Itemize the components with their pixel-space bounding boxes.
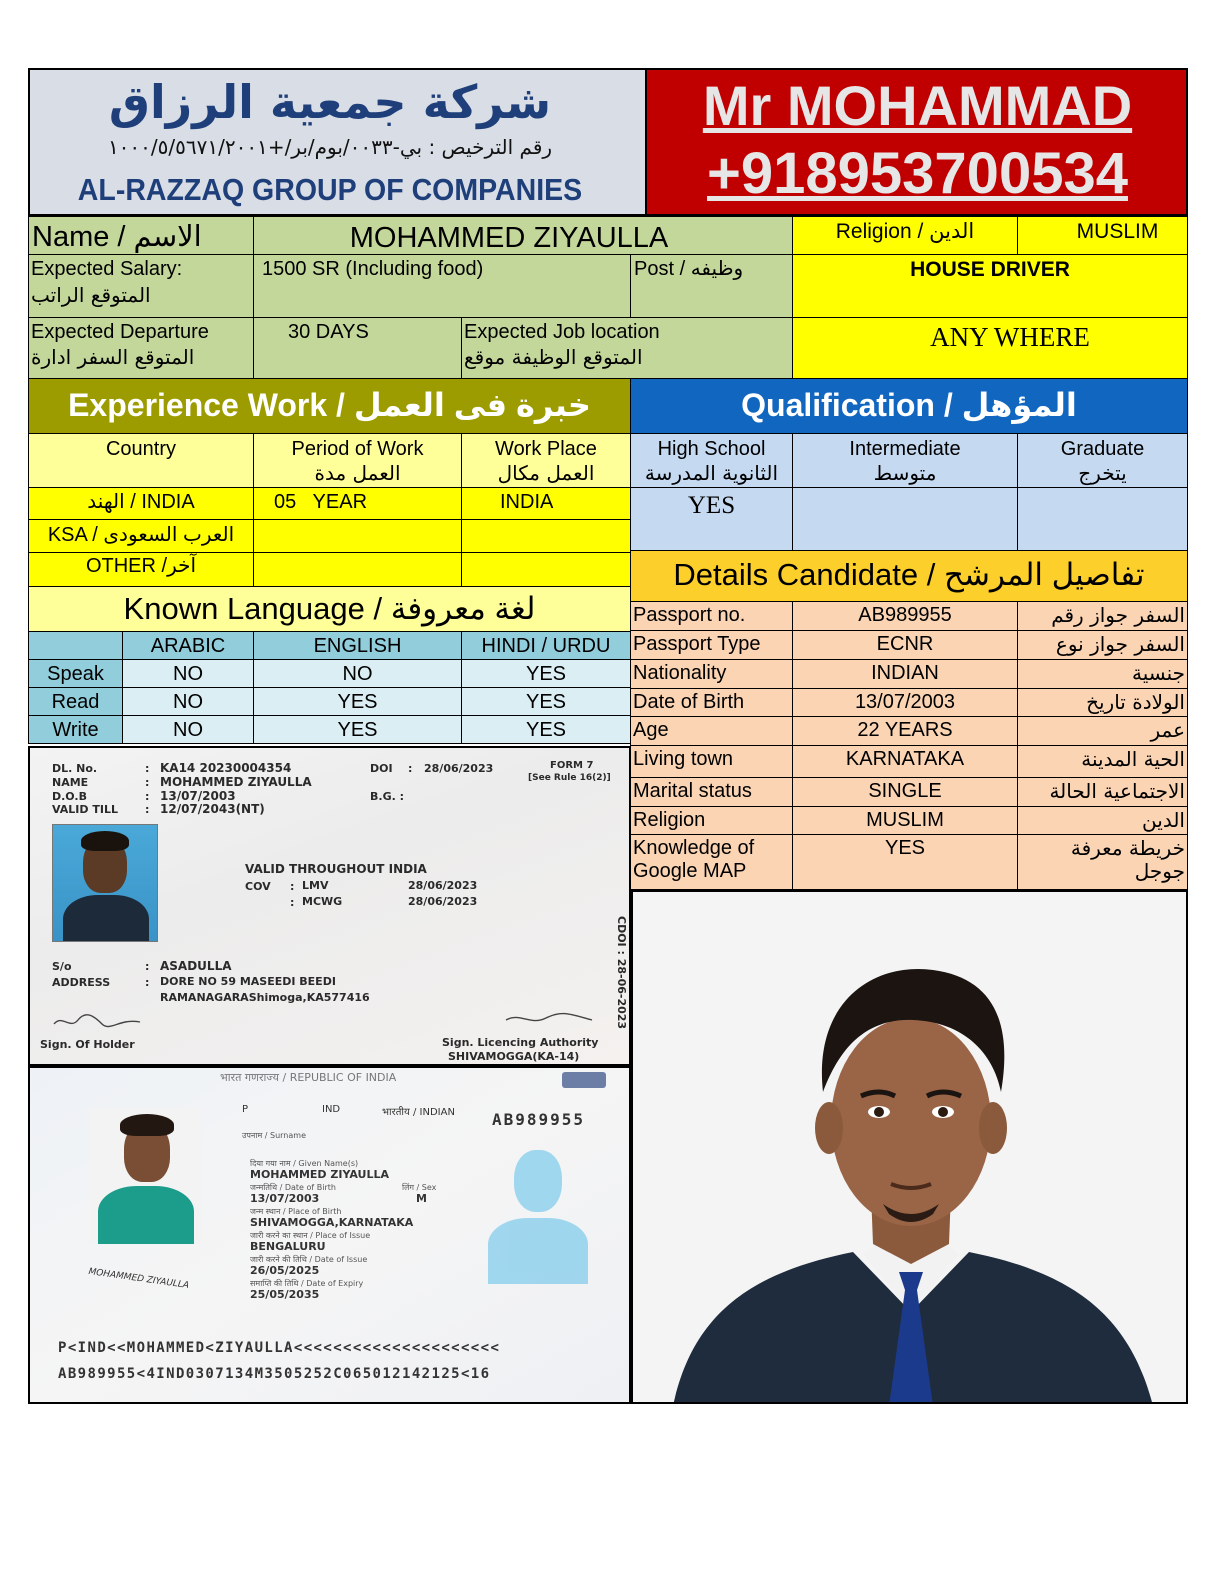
passport-country-code: IND bbox=[322, 1104, 341, 1115]
dl-holder-signature bbox=[50, 1010, 150, 1032]
detail-value: KARNATAKA bbox=[845, 748, 965, 770]
dl-addr-2: RAMANAGARAShimoga,KA577416 bbox=[160, 991, 370, 1004]
lang-speak-english: NO bbox=[342, 663, 373, 685]
details-title: Details Candidate / تفاصيل المرشح bbox=[673, 557, 1145, 592]
detail-ar: خريطة معرفة جوجل bbox=[1070, 836, 1185, 883]
candidate-photo bbox=[631, 890, 1188, 1404]
detail-ar: عمر bbox=[1150, 718, 1185, 742]
passport-signature: MOHAMMED ZIYAULLA bbox=[87, 1266, 190, 1292]
exp-row-1-period-cell bbox=[253, 519, 462, 553]
salary-label-ar: المتوقع الراتب bbox=[31, 283, 151, 307]
qual-high-value: YES bbox=[687, 492, 736, 519]
post-label: Post / وظيفه bbox=[634, 258, 744, 280]
lang-write-arabic: NO bbox=[173, 719, 203, 741]
detail-ar: الحية المدينة bbox=[1081, 747, 1185, 771]
lang-row-speak-label-cell bbox=[28, 659, 123, 688]
departure-label-en: Expected Departure bbox=[31, 321, 209, 343]
passport-mrz-2: AB989955<4IND0307134M3505252C065012142125<16 bbox=[58, 1366, 491, 1382]
exp-col-period-cell bbox=[253, 433, 462, 488]
lang-write-hindi-cell bbox=[461, 715, 631, 744]
lang-speak-hindi: YES bbox=[525, 663, 567, 685]
passport-pob: SHIVAMOGGA,KARNATAKA bbox=[250, 1216, 414, 1229]
experience-title-cell bbox=[28, 378, 631, 434]
dl-cov-2-date: 28/06/2023 bbox=[408, 895, 478, 908]
lang-speak-hindi-cell bbox=[461, 659, 631, 688]
exp-col-country: Country bbox=[105, 438, 177, 460]
passport-doe-label: समाप्ति की तिथि / Date of Expiry bbox=[250, 1279, 364, 1288]
dl-dob-label: D.O.B bbox=[52, 790, 87, 803]
lang-write-arabic-cell bbox=[122, 715, 254, 744]
passport-doi-label: जारी करने की तिथि / Date of Issue bbox=[250, 1255, 368, 1264]
lang-row-speak-label: Speak bbox=[47, 663, 104, 685]
qualification-title: Qualification / المؤهل bbox=[741, 387, 1077, 423]
exp-row-0-country: الهند / INDIA bbox=[87, 491, 195, 513]
dl-rule: [See Rule 16(2)] bbox=[528, 773, 611, 783]
detail-row-4-ar-cell bbox=[1017, 716, 1188, 746]
qualification-title-cell bbox=[630, 378, 1188, 434]
exp-col-period-en: Period of Work bbox=[291, 438, 424, 460]
lang-read-english: YES bbox=[337, 691, 378, 713]
dl-cov-2: MCWG bbox=[302, 895, 343, 908]
passport-country-header: भारत गणराज्य / REPUBLIC OF INDIA bbox=[220, 1071, 397, 1084]
dl-dob: 13/07/2003 bbox=[160, 789, 236, 803]
salary-value-cell bbox=[253, 254, 631, 318]
lang-row-write-label-cell bbox=[28, 715, 123, 744]
qual-col-grad-cell bbox=[1017, 433, 1188, 488]
dl-cov-label: COV bbox=[245, 880, 271, 893]
dl-valid-label: VALID TILL bbox=[52, 803, 118, 816]
passport-photo-body bbox=[98, 1186, 194, 1244]
qual-col-high-en: High School bbox=[657, 438, 766, 460]
ghost-body bbox=[488, 1218, 588, 1284]
detail-row-3-value-cell bbox=[792, 688, 1018, 717]
dl-cov-1-date: 28/06/2023 bbox=[408, 879, 478, 892]
dl-valid-india: VALID THROUGHOUT INDIA bbox=[245, 862, 427, 876]
lang-speak-arabic: NO bbox=[173, 663, 203, 685]
passport-doe: 25/05/2035 bbox=[250, 1288, 320, 1301]
dl-sign-auth: Sign. Licencing Authority bbox=[442, 1036, 599, 1049]
religion-label: Religion / الدين bbox=[835, 220, 975, 243]
detail-row-0-en-cell bbox=[630, 601, 793, 631]
exp-row-2-place-cell bbox=[461, 552, 631, 587]
passport-pob-label: जन्म स्थान / Place of Birth bbox=[250, 1207, 342, 1216]
departure-label-cell bbox=[28, 317, 254, 379]
detail-row-0-ar-cell bbox=[1017, 601, 1188, 631]
passport-image bbox=[28, 1066, 631, 1404]
detail-value: YES bbox=[884, 837, 926, 859]
detail-ar: جنسية bbox=[1132, 661, 1185, 685]
detail-en: Living town bbox=[633, 748, 734, 770]
detail-ar: الولادة تاريخ bbox=[1086, 690, 1185, 714]
lang-col-english: ENGLISH bbox=[313, 635, 402, 657]
language-title-cell bbox=[28, 586, 631, 632]
dl-photo-body bbox=[63, 895, 149, 942]
detail-row-4-value-cell bbox=[792, 716, 1018, 746]
detail-row-7-value-cell bbox=[792, 806, 1018, 835]
ghost-head bbox=[514, 1150, 562, 1212]
passport-poi-label: जारी करने का स्थान / Place of Issue bbox=[250, 1231, 371, 1240]
company-name: AL-RAZZAQ GROUP OF COMPANIES bbox=[77, 172, 583, 207]
exp-row-0-country-cell bbox=[28, 487, 254, 520]
detail-row-5-value-cell bbox=[792, 745, 1018, 778]
location-value-cell bbox=[792, 317, 1188, 379]
detail-ar: الدين bbox=[1142, 808, 1185, 832]
dl-colon-cov: : bbox=[290, 880, 295, 893]
detail-en: Knowledge of Google MAP bbox=[633, 837, 755, 882]
experience-title: Experience Work / خبرة فى العمل bbox=[68, 387, 591, 423]
dl-authority-signature bbox=[500, 1008, 600, 1030]
detail-value: 13/07/2003 bbox=[854, 691, 956, 713]
dl-colon-addr: : bbox=[145, 976, 150, 989]
religion-value-cell bbox=[1017, 216, 1188, 255]
lang-col-0-cell bbox=[122, 631, 254, 660]
lang-speak-arabic-cell bbox=[122, 659, 254, 688]
lang-write-english: YES bbox=[337, 719, 378, 741]
passport-doi: 26/05/2025 bbox=[250, 1264, 320, 1277]
lang-write-hindi: YES bbox=[525, 719, 567, 741]
qual-col-inter-en: Intermediate bbox=[849, 438, 961, 460]
lang-read-arabic-cell bbox=[122, 687, 254, 716]
candidate-photo-figure bbox=[633, 892, 1188, 1404]
lang-col-hindi-urdu: HINDI / URDU bbox=[481, 635, 611, 657]
agent-phone: +918953700534 bbox=[707, 141, 1128, 206]
exp-row-1-country: KSA / العرب السعودى bbox=[47, 524, 235, 546]
dl-bg-label: B.G. : bbox=[370, 790, 404, 803]
lang-col-2-cell bbox=[461, 631, 631, 660]
exp-col-country-cell bbox=[28, 433, 254, 488]
salary-label-cell bbox=[28, 254, 254, 318]
detail-row-7-ar-cell bbox=[1017, 806, 1188, 835]
qual-col-inter-cell bbox=[792, 433, 1018, 488]
detail-value: 22 YEARS bbox=[857, 719, 953, 741]
passport-ghost-photo bbox=[482, 1138, 592, 1288]
passport-poi: BENGALURU bbox=[250, 1240, 326, 1253]
passport-mrz-1: P<IND<<MOHAMMED<ZIYAULLA<<<<<<<<<<<<<<<<<<<<< bbox=[58, 1340, 501, 1356]
detail-row-0-value-cell bbox=[792, 601, 1018, 631]
location-value: ANY WHERE bbox=[930, 322, 1090, 352]
dl-doi: 28/06/2023 bbox=[424, 762, 494, 775]
detail-row-1-value-cell bbox=[792, 630, 1018, 660]
agent-name: Mr MOHAMMAD bbox=[702, 74, 1133, 137]
detail-row-8-ar-cell bbox=[1017, 834, 1188, 890]
detail-en: Age bbox=[633, 719, 669, 741]
exp-col-place-cell bbox=[461, 433, 631, 488]
lang-read-english-cell bbox=[253, 687, 462, 716]
passport-sex: M bbox=[416, 1192, 427, 1205]
lang-header-blank bbox=[28, 631, 123, 660]
post-value: HOUSE DRIVER bbox=[910, 258, 1070, 281]
driving-licence-image bbox=[28, 746, 631, 1066]
lang-read-hindi: YES bbox=[525, 691, 567, 713]
exp-row-1-place-cell bbox=[461, 519, 631, 553]
dl-no: KA14 20230004354 bbox=[160, 761, 292, 775]
dl-form: FORM 7 bbox=[550, 760, 594, 771]
exp-row-0-place: INDIA bbox=[500, 491, 554, 513]
exp-row-1-country-cell bbox=[28, 519, 254, 553]
language-title: Known Language / لغة معروفة bbox=[123, 591, 536, 626]
detail-row-8-en-cell bbox=[630, 834, 793, 890]
exp-row-0-period-cell bbox=[253, 487, 462, 520]
qual-grad-value-cell bbox=[1017, 487, 1188, 551]
name-value-cell bbox=[253, 216, 793, 255]
religion-value: MUSLIM bbox=[1076, 220, 1159, 243]
dl-name: MOHAMMED ZIYAULLA bbox=[160, 775, 312, 789]
exp-col-place-ar: العمل مكال bbox=[497, 461, 595, 485]
lang-write-english-cell bbox=[253, 715, 462, 744]
detail-row-6-en-cell bbox=[630, 777, 793, 807]
dl-addr-label: ADDRESS bbox=[52, 976, 111, 989]
dl-colon-doi: : bbox=[408, 762, 413, 775]
location-label-cell bbox=[461, 317, 793, 379]
detail-row-5-ar-cell bbox=[1017, 745, 1188, 778]
detail-en: Passport Type bbox=[633, 633, 761, 655]
dl-addr-1: DORE NO 59 MASEEDI BEEDI bbox=[160, 975, 336, 988]
lang-row-write-label: Write bbox=[52, 719, 99, 741]
dl-so-label: S/o bbox=[52, 960, 72, 973]
lang-col-1-cell bbox=[253, 631, 462, 660]
dl-valid: 12/07/2043(NT) bbox=[160, 802, 265, 816]
qual-high-value-cell bbox=[630, 487, 793, 551]
dl-so: ASADULLA bbox=[160, 959, 232, 973]
detail-ar: السفر جواز نوع bbox=[1055, 632, 1185, 656]
passport-number: AB989955 bbox=[492, 1110, 586, 1129]
exp-col-period-ar: العمل مدة bbox=[314, 461, 401, 485]
detail-row-5-en-cell bbox=[630, 745, 793, 778]
detail-row-2-ar-cell bbox=[1017, 659, 1188, 689]
location-label-ar: المتوقع الوظيفة موقع bbox=[464, 345, 643, 369]
lang-read-arabic: NO bbox=[173, 691, 203, 713]
detail-value: SINGLE bbox=[868, 780, 942, 802]
dl-cov-1: LMV bbox=[302, 879, 329, 892]
logo-arabic-text: شركة جمعية الرزاق bbox=[108, 75, 552, 129]
header-logo-panel bbox=[28, 68, 645, 216]
passport-nationality: भारतीय / INDIAN bbox=[382, 1107, 455, 1118]
passport-given-name: MOHAMMED ZIYAULLA bbox=[250, 1168, 390, 1181]
detail-value: AB989955 bbox=[858, 604, 952, 626]
detail-value: INDIAN bbox=[871, 662, 939, 684]
exp-row-2-country: OTHER /آخر bbox=[85, 555, 197, 577]
post-value-cell bbox=[792, 254, 1188, 318]
detail-row-1-en-cell bbox=[630, 630, 793, 660]
passport-emblem-icon bbox=[562, 1072, 606, 1088]
detail-row-3-ar-cell bbox=[1017, 688, 1188, 717]
passport-dob: 13/07/2003 bbox=[250, 1192, 320, 1205]
post-label-cell bbox=[630, 254, 793, 318]
lang-col-arabic: ARABIC bbox=[150, 635, 226, 657]
dl-colon-1: : bbox=[145, 762, 150, 775]
passport-dob-label: जन्मतिथि / Date of Birth bbox=[250, 1183, 336, 1192]
lang-read-hindi-cell bbox=[461, 687, 631, 716]
dl-cdoi: CDOI : 28-06-2023 bbox=[615, 916, 628, 1030]
passport-photo bbox=[90, 1108, 202, 1244]
dl-name-label: NAME bbox=[52, 776, 89, 789]
dl-photo-hair bbox=[81, 831, 129, 851]
dl-auth-place: SHIVAMOGGA(KA-14) bbox=[448, 1050, 580, 1063]
dl-doi-label: DOI bbox=[370, 762, 393, 775]
detail-row-6-value-cell bbox=[792, 777, 1018, 807]
dl-colon-cov2: : bbox=[290, 896, 295, 909]
dl-sign-holder: Sign. Of Holder bbox=[40, 1038, 135, 1051]
salary-label-en: Expected Salary: bbox=[31, 258, 183, 280]
license-number: رقم الترخيص : بي-٠٠٣٣/بوم/بر/+١٠٠٠/٥/٥٦٧١/٢٠٠١ bbox=[107, 135, 553, 159]
detail-en: Passport no. bbox=[633, 604, 746, 626]
exp-row-2-period-cell bbox=[253, 552, 462, 587]
detail-en: Nationality bbox=[633, 662, 727, 684]
detail-row-6-ar-cell bbox=[1017, 777, 1188, 807]
detail-row-3-en-cell bbox=[630, 688, 793, 717]
dl-photo bbox=[52, 824, 158, 942]
name-label-cell bbox=[28, 216, 254, 255]
departure-value-cell bbox=[253, 317, 462, 379]
detail-row-2-en-cell bbox=[630, 659, 793, 689]
detail-ar: السفر جواز رقم bbox=[1051, 603, 1185, 627]
religion-label-cell bbox=[792, 216, 1018, 255]
name-label: Name / الاسم bbox=[32, 221, 202, 253]
detail-row-7-en-cell bbox=[630, 806, 793, 835]
detail-row-2-value-cell bbox=[792, 659, 1018, 689]
passport-type-code: P bbox=[242, 1104, 249, 1115]
qual-inter-value-cell bbox=[792, 487, 1018, 551]
lang-speak-english-cell bbox=[253, 659, 462, 688]
qual-col-grad-en: Graduate bbox=[1060, 438, 1145, 460]
agent-contact-panel bbox=[645, 68, 1188, 216]
passport-given-label: दिया गया नाम / Given Name(s) bbox=[250, 1159, 359, 1168]
qual-col-high-ar: الثانوية المدرسة bbox=[644, 461, 779, 485]
dl-no-label: DL. No. bbox=[52, 762, 98, 775]
lang-row-read-label-cell bbox=[28, 687, 123, 716]
exp-row-2-country-cell bbox=[28, 552, 254, 587]
detail-row-8-value-cell bbox=[792, 834, 1018, 890]
dl-colon-2: : bbox=[145, 776, 150, 789]
qual-col-inter-ar: متوسط bbox=[873, 461, 937, 485]
salary-value: 1500 SR (Including food) bbox=[262, 258, 484, 280]
passport-photo-hair bbox=[120, 1114, 174, 1136]
dl-colon-4: : bbox=[145, 803, 150, 816]
details-title-cell bbox=[630, 550, 1188, 602]
detail-en: Date of Birth bbox=[633, 691, 745, 713]
departure-label-ar: المتوقع السفر ادارة bbox=[31, 345, 195, 369]
detail-value: ECNR bbox=[876, 633, 934, 655]
detail-row-1-ar-cell bbox=[1017, 630, 1188, 660]
name-value: MOHAMMED ZIYAULLA bbox=[349, 222, 669, 254]
lang-row-read-label: Read bbox=[51, 691, 100, 713]
passport-surname-label: उपनाम / Surname bbox=[242, 1131, 306, 1140]
detail-en: Religion bbox=[633, 809, 706, 831]
detail-en: Marital status bbox=[633, 780, 752, 802]
dl-colon-so: : bbox=[145, 960, 150, 973]
passport-sex-label: लिंग / Sex bbox=[402, 1183, 437, 1192]
detail-value: MUSLIM bbox=[866, 809, 944, 831]
detail-ar: الاجتماعية الحالة bbox=[1049, 779, 1185, 803]
dl-colon-3: : bbox=[145, 790, 150, 803]
exp-row-0-period: 05 YEAR bbox=[274, 491, 368, 513]
qual-col-high-cell bbox=[630, 433, 793, 488]
exp-row-0-place-cell bbox=[461, 487, 631, 520]
detail-row-4-en-cell bbox=[630, 716, 793, 746]
location-label-en: Expected Job location bbox=[464, 321, 660, 343]
departure-value: 30 DAYS bbox=[288, 321, 369, 343]
qual-col-grad-ar: يتخرج bbox=[1078, 461, 1127, 485]
exp-col-place-en: Work Place bbox=[495, 438, 597, 460]
